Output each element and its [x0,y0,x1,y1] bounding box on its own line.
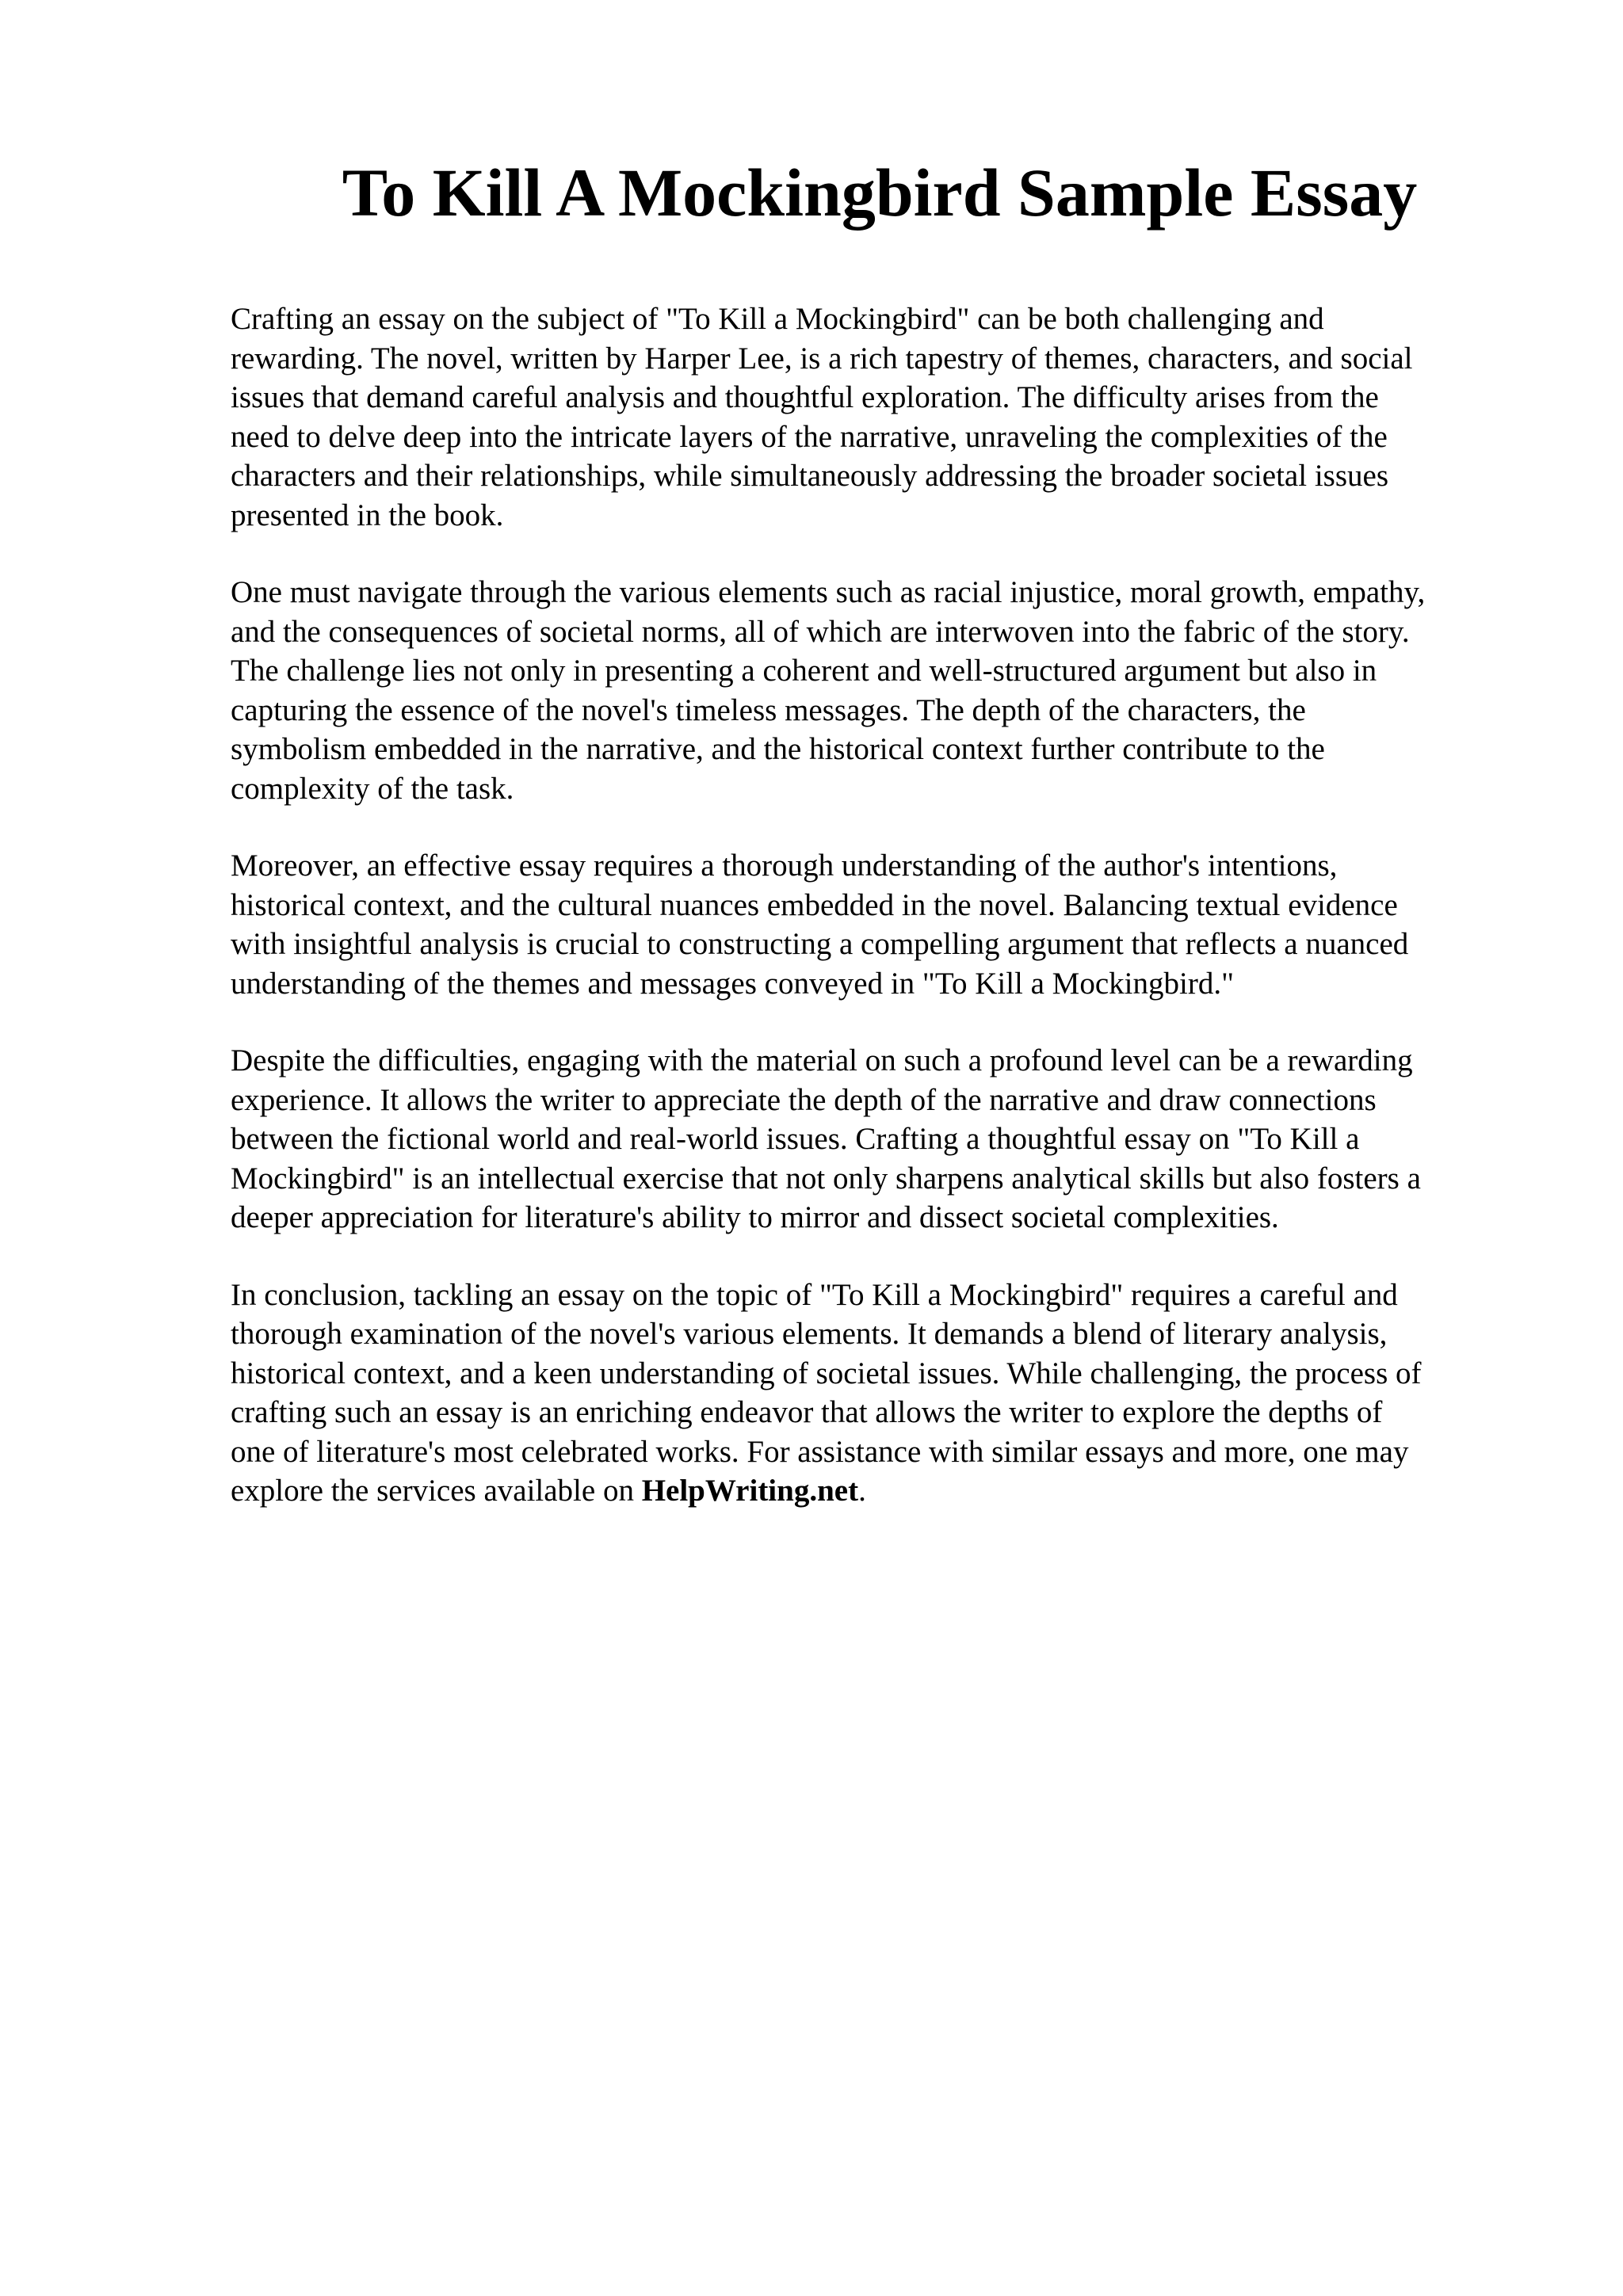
text-line: presented in the book. [231,498,504,532]
essay-paragraph-3 [231,846,1514,1003]
text-line: One must navigate through the various elements such as racial injustice, moral growth, empathy, [231,575,1426,609]
final-line-prefix: explore the services available on [231,1474,642,1508]
text-line: deeper appreciation for literature's ability to mirror and dissect societal complexities. [231,1200,1279,1234]
final-line-suffix: . [858,1474,866,1508]
essay-body [231,299,1514,1549]
document-title: To Kill A Mockingbird Sample Essay [342,154,1418,231]
text-line: thorough examination of the novel's various elements. It demands a blend of literary analysis, [231,1317,1388,1351]
essay-paragraph-2 [231,573,1514,808]
text-line: characters and their relationships, while simultaneously addressing the broader societal issues [231,459,1388,493]
text-line: In conclusion, tackling an essay on the topic of "To Kill a Mockingbird" requires a careful and [231,1277,1398,1312]
essay-paragraph-4 [231,1041,1514,1238]
text-line: with insightful analysis is crucial to constructing a compelling argument that reflects a nuanced [231,927,1409,961]
text-line: need to delve deep into the intricate layers of the narrative, unraveling the complexities of the [231,419,1388,454]
text-line: rewarding. The novel, written by Harper Lee, is a rich tapestry of themes, characters, and social [231,341,1413,376]
text-line: Mockingbird" is an intellectual exercise that not only sharpens analytical skills but also fosters a [231,1161,1421,1196]
essay-paragraph-5 [231,1276,1514,1511]
text-line: Crafting an essay on the subject of "To Kill a Mockingbird" can be both challenging and [231,302,1324,336]
text-line: one of literature's most celebrated works. For assistance with similar essays and more, one may [231,1434,1409,1469]
text-line: experience. It allows the writer to appreciate the depth of the narrative and draw connections [231,1082,1377,1117]
text-line: understanding of the themes and messages conveyed in "To Kill a Mockingbird." [231,966,1234,1001]
text-line: historical context, and the cultural nuances embedded in the novel. Balancing textual evidence [231,887,1398,922]
text-line: symbolism embedded in the narrative, and the historical context further contribute to the [231,732,1325,766]
text-line: between the fictional world and real-world issues. Crafting a thoughtful essay on "To Kill a [231,1122,1360,1156]
essay-paragraph-1 [231,299,1514,535]
text-line: Despite the difficulties, engaging with the material on such a profound level can be a rewarding [231,1043,1413,1077]
text-line: Moreover, an effective essay requires a thorough understanding of the author's intentions, [231,849,1338,883]
final-text-line [231,1471,1514,1511]
helpwriting-link-text: HelpWriting.net [641,1474,859,1508]
text-line: capturing the essence of the novel's timeless messages. The depth of the characters, the [231,692,1306,727]
text-line: The challenge lies not only in presenting a coherent and well-structured argument but also in [231,654,1377,688]
text-line: and the consequences of societal norms, all of which are interwoven into the fabric of the story. [231,614,1410,649]
text-line: crafting such an essay is an enriching endeavor that allows the writer to explore the depths of [231,1395,1383,1429]
text-line: historical context, and a keen understanding of societal issues. While challenging, the process of [231,1356,1422,1390]
text-line: issues that demand careful analysis and thoughtful exploration. The difficulty arises from the [231,380,1379,414]
text-line: complexity of the task. [231,771,514,806]
